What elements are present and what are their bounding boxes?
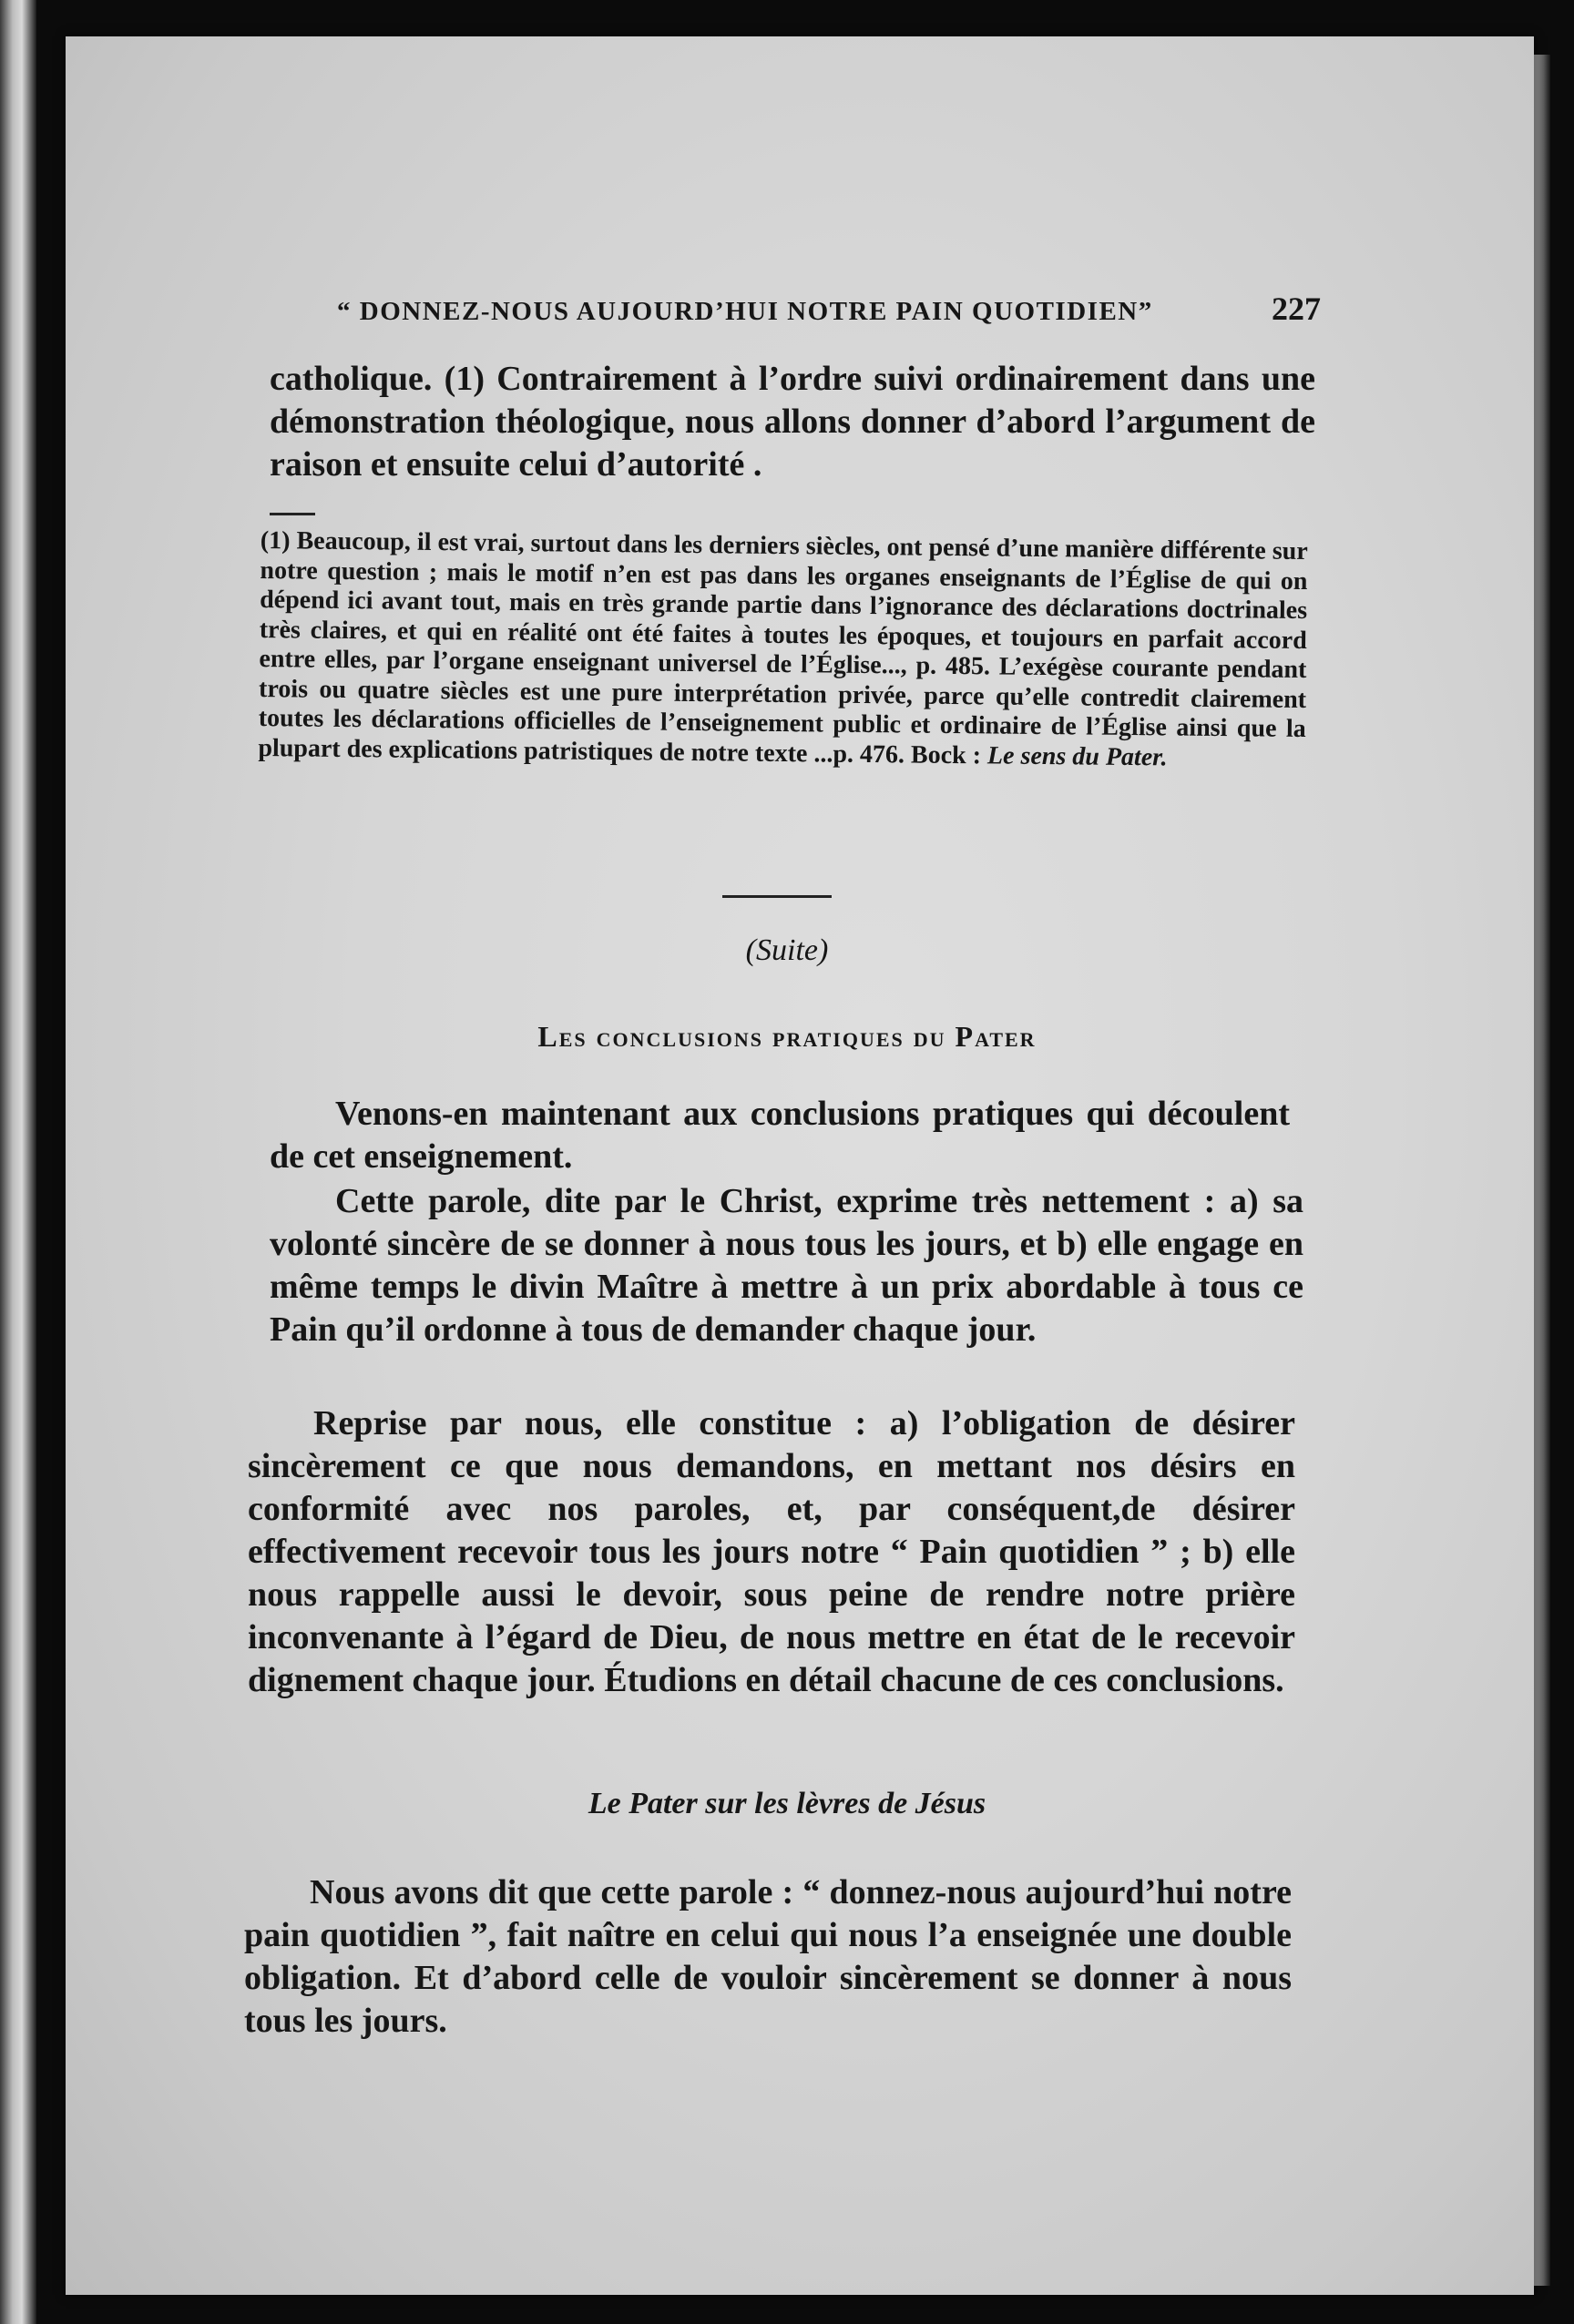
paragraph-1: Venons-en maintenant aux conclusions pratiques qui découlent de cet enseignement. (270, 1095, 1290, 1176)
suite-label: (Suite) (745, 933, 829, 967)
page-number: 227 (1272, 290, 1321, 327)
paragraph-3: Reprise par nous, elle constitue : a) l’obligation de désirer sincèrement ce que nous demandons, en mettant nos désirs en conformité avec nos paroles, et, par conséquent,de désirer effectivement recevoir tous les jours notre “ Pain quotidien ” ; b) elle nous rappelle aussi le devoir, sous peine de rendre notre prière inconvenante à l’égard de Dieu, de nous mettre en état de le recevoir dignement chaque jour. Étudions en détail chacune de ces conclusions. (248, 1404, 1295, 1699)
page-edge-shadow (1534, 55, 1550, 2286)
page-header (337, 290, 1321, 328)
footnote-source-author: Bock : (910, 739, 982, 770)
paragraph-4: Nous avons dit que cette parole : “ donnez-nous aujourd’hui notre pain quotidien ”, fait naître en celui qui nous l’a enseignée une double obligation. Et d’abord celle de vouloir sincèrement se donner à nous tous les jours. (244, 1873, 1292, 2040)
footnote-text: (1) Beaucoup, il est vrai, surtout dans les derniers siècles, ont pensé d’une manière différente sur notre question ; mais le motif n’en est pas dans les organes enseignants de l’Église de qui on dépend ici avant tout, mais en très grande partie dans l’ignorance des déclarations doctrinales très claires, et qui en réalité ont été faites à toutes les époques, et toujours en parfait accord entre elles, par l’organe enseignant universel de l’Église..., p. 485. L’exégèse courante pendant trois ou quatre siècles est une pure interprétation privée, parce qu’elle contredit clairement toutes les déclarations officielles de l’enseignement public et ordinaire de l’Église ainsi que la plupart des explications patristiques de notre texte ...p. 476. (258, 526, 1308, 769)
footnote (258, 526, 1308, 774)
intro-paragraph: catholique. (1) Contrairement à l’ordre suivi ordinairement dans une démonstration théologique, nous allons donner d’abord l’argument de raison et ensuite celui d’autorité . (270, 360, 1315, 484)
adjacent-page-edge (0, 0, 36, 2324)
section-separator (722, 895, 832, 898)
paragraph-2: Cette parole, dite par le Christ, exprime très nettement : a) sa volonté sincère de se donner à nous tous les jours, et b) elle engage en même temps le divin Maître à mettre à un prix abordable à tous ce Pain qu’il ordonne à tous de demander chaque jour. (270, 1182, 1303, 1349)
footnote-source-title: Le sens du Pater. (986, 740, 1168, 771)
running-head: “ DONNEZ-NOUS AUJOURD’HUI NOTRE PAIN QUOTIDIEN” (337, 297, 1153, 326)
subheading: Le Pater sur les lèvres de Jésus (588, 1787, 986, 1820)
section-title: Les conclusions pratiques du Pater (537, 1020, 1037, 1053)
footnote-rule (270, 513, 315, 515)
